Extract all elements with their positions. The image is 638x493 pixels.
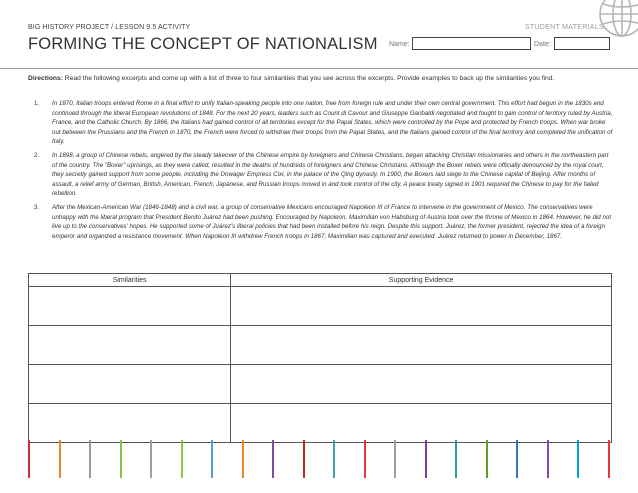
similarity-cell[interactable]	[29, 287, 231, 326]
decorative-bar	[120, 440, 122, 478]
supporting-evidence-header: Supporting Evidence	[231, 274, 612, 287]
decorative-color-bars	[28, 440, 612, 478]
evidence-cell[interactable]	[231, 404, 612, 443]
decorative-bar	[28, 440, 30, 478]
page-title: FORMING THE CONCEPT OF NATIONALISM	[28, 35, 378, 53]
excerpt-text: In 1870, Italian troops entered Rome in a final effort to unify Italian-speaking people into one nation, free from foreign rule and under their own central government. This effort had begun in the 1830s and continued through the liberal European revolutions of 1848. For the next 20 years, leaders such as Count di Cavour and Giuseppe Garibaldi negotiated and fought to gain control of territory ruled by Austria, France, and the Catholic Church. By 1866, the Italians had gained control of all territories except for the Papal States, which were controlled by the Pope and protected by French troops. When war broke out between the Prussians and the French in 1870, the French were forced to withdraw their troops from the Papal States, and the Italians gained control of the final territory and completed the unification of Italy.	[52, 100, 613, 146]
table-row	[29, 404, 612, 443]
similarity-cell[interactable]	[29, 365, 231, 404]
similarity-cell[interactable]	[29, 326, 231, 365]
decorative-bar	[394, 440, 396, 478]
excerpt-item	[28, 151, 613, 199]
evidence-cell[interactable]	[231, 287, 612, 326]
activity-label: BIG HISTORY PROJECT / LESSON 9.5 ACTIVITY	[28, 24, 191, 31]
evidence-cell[interactable]	[231, 326, 612, 365]
directions-label: Directions:	[28, 75, 63, 82]
table-row	[29, 365, 612, 404]
decorative-bar	[608, 440, 610, 478]
table-row	[29, 326, 612, 365]
decorative-bar	[547, 440, 549, 478]
similarities-table	[28, 273, 612, 443]
excerpt-number: 2.	[34, 151, 40, 159]
excerpt-text: In 1898, a group of Chinese rebels, angered by the steady takeover of the Chinese empire by foreigners and Chinese Christians, began attacking Christian missionaries and others in the northeastern part of the country. The "Boxer" uprisings, as they were called, resulted in the deaths of hundreds of foreigners and Chinese Christians. Although the Boxer rebels were officially denounced by the royal court, they secretly gained support from some people, including the Dowager Empress Cixi, in the palace of the Qing dynasty. In 1900, the Boxers laid siege to the Chinese capital of Beijing. After months of assault, a relief army of German, British, American, French, Japanese, and Russian troops moved in and took control of the city. A peace treaty signed in 1901 required the Chinese to pay for the failed rebellion.	[52, 151, 609, 198]
directions-text: Read the following excerpts and come up with a list of three to four similarities that you see across the excerpts. Provide examples to back up the similarities you find.	[62, 75, 555, 82]
similarities-header: Similarities	[29, 274, 231, 287]
decorative-bar	[516, 440, 518, 478]
excerpt-list	[28, 99, 613, 245]
page-header	[28, 24, 610, 64]
directions	[28, 74, 613, 84]
table-header-row	[29, 274, 612, 287]
globe-icon	[596, 0, 638, 44]
decorative-bar	[272, 440, 274, 478]
decorative-bar	[486, 440, 488, 478]
name-label: Name:	[389, 41, 410, 48]
excerpt-text: After the Mexican-American War (1846-1848) and a civil war, a group of conservative Mexicans encouraged Napoleon III of France to intervene in the government of Mexico. The conservatives were unhappy with the liberal program that President Benito Juárez had been pushing. Encouraged by Napoleon, Maximilian von Habsburg of Austria took over the throne of Mexico in 1864. However, he did not live up to the conservatives' hopes. He supported some of Juárez's liberal policies that had been installed before his reign. Despite this support, Juárez, the former president, rejected the idea of a foreign emperor and organized a resistance movement. When Napoleon III withdrew French troops in 1867, Maximilian was captured and executed. Juárez returned to power in December, 1867.	[52, 203, 612, 240]
decorative-bar	[455, 440, 457, 478]
decorative-bar	[364, 440, 366, 478]
evidence-cell[interactable]	[231, 365, 612, 404]
decorative-bar	[211, 440, 213, 478]
excerpt-item	[28, 203, 613, 241]
excerpt-item	[28, 99, 613, 147]
date-label: Date:	[534, 41, 551, 48]
decorative-bar	[425, 440, 427, 478]
decorative-bar	[333, 440, 335, 478]
header-divider	[0, 68, 638, 69]
table-row	[29, 287, 612, 326]
excerpt-number: 1.	[34, 100, 40, 107]
decorative-bar	[59, 440, 61, 478]
excerpt-number: 3.	[34, 203, 40, 211]
decorative-bar	[181, 440, 183, 478]
student-materials-label: STUDENT MATERIALS	[524, 24, 604, 31]
decorative-bar	[577, 440, 579, 478]
decorative-bar	[242, 440, 244, 478]
decorative-bar	[303, 440, 305, 478]
name-field[interactable]	[412, 37, 531, 50]
decorative-bar	[150, 440, 152, 478]
decorative-bar	[89, 440, 91, 478]
similarity-cell[interactable]	[29, 404, 231, 443]
